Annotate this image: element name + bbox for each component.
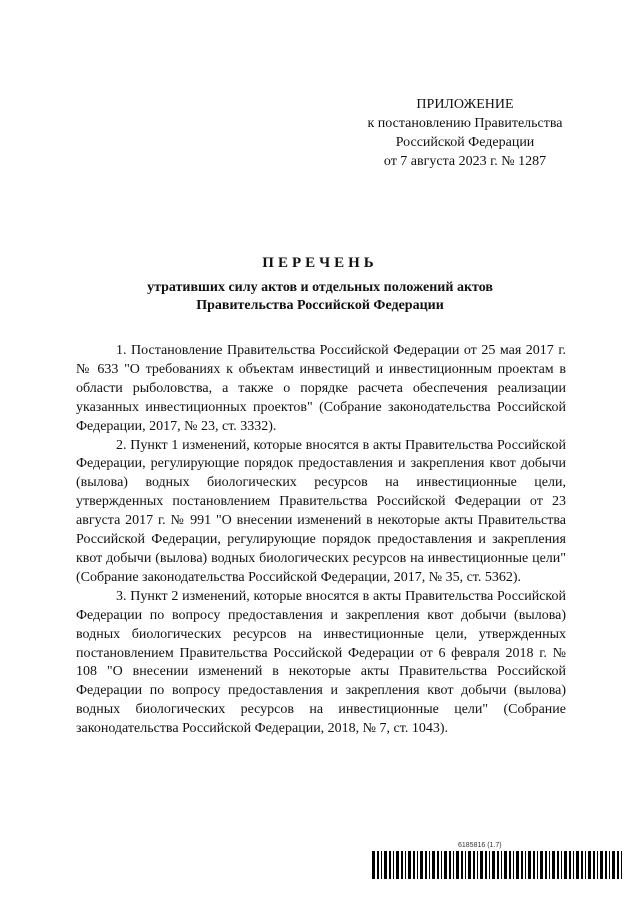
appendix-line: Российской Федерации: [395, 135, 535, 150]
document-title: ПЕРЕЧЕНЬ: [262, 255, 378, 271]
document-code: 6185816 (1.7): [458, 842, 502, 849]
appendix-block: [330, 95, 600, 171]
subtitle-line: утративших силу актов и отдельных положений актов: [147, 280, 493, 295]
appendix-line: к постановлению Правительства: [367, 116, 563, 131]
list-item: 3. Пункт 2 изменений, которые вносятся в акты Правительства Российской Федерации по вопросу предоставления и закрепления квот добычи (вылова) водных биологических ресурсов на инвестиционные цели, утвержденных постановлением Правительства Российской Федерации от 6 февраля 2018 г. № 108 "О внесении изменений в некоторые акты Правительства Российской Федерации по вопросу предоставления и закрепления квот добычи (вылова) водных биологических ресурсов на инвестиционные цели" (Собрание законодательства Российской Федерации, 2018, № 7, ст. 1043).: [76, 588, 566, 737]
subtitle-line: Правительства Российской Федерации: [196, 298, 444, 313]
barcode-image: [372, 851, 622, 879]
list-item: 1. Постановление Правительства Российской Федерации от 25 мая 2017 г. № 633 "О требованиях к объектам инвестиций и инвестиционным проектам в области рыболовства, а также о порядке расчета обеспечения реализации указанных инвестиционных проектов" (Собрание законодательства Российской Федерации, 2017, № 23, ст. 3332).: [76, 343, 566, 434]
appendix-heading: ПРИЛОЖЕНИЕ: [416, 97, 514, 112]
list-item: 2. Пункт 1 изменений, которые вносятся в акты Правительства Российской Федерации, регулирующие порядок предоставления и закрепления квот добычи (вылова) водных биологических ресурсов на инвестиционные цели, утвержденных постановлением Правительства Российской Федерации от 23 августа 2017 г. № 991 "О внесении изменений в некоторые акты Правительства Российской Федерации, регулирующие порядок предоставления и закрепления квот добычи (вылова) водных биологических ресурсов на инвестиционные цели" (Собрание законодательства Российской Федерации, 2017, № 35, ст. 5362).: [76, 437, 566, 585]
document-body: [76, 342, 566, 739]
appendix-date: от 7 августа 2023 г. № 1287: [383, 154, 547, 169]
document-subtitle: [60, 279, 580, 315]
